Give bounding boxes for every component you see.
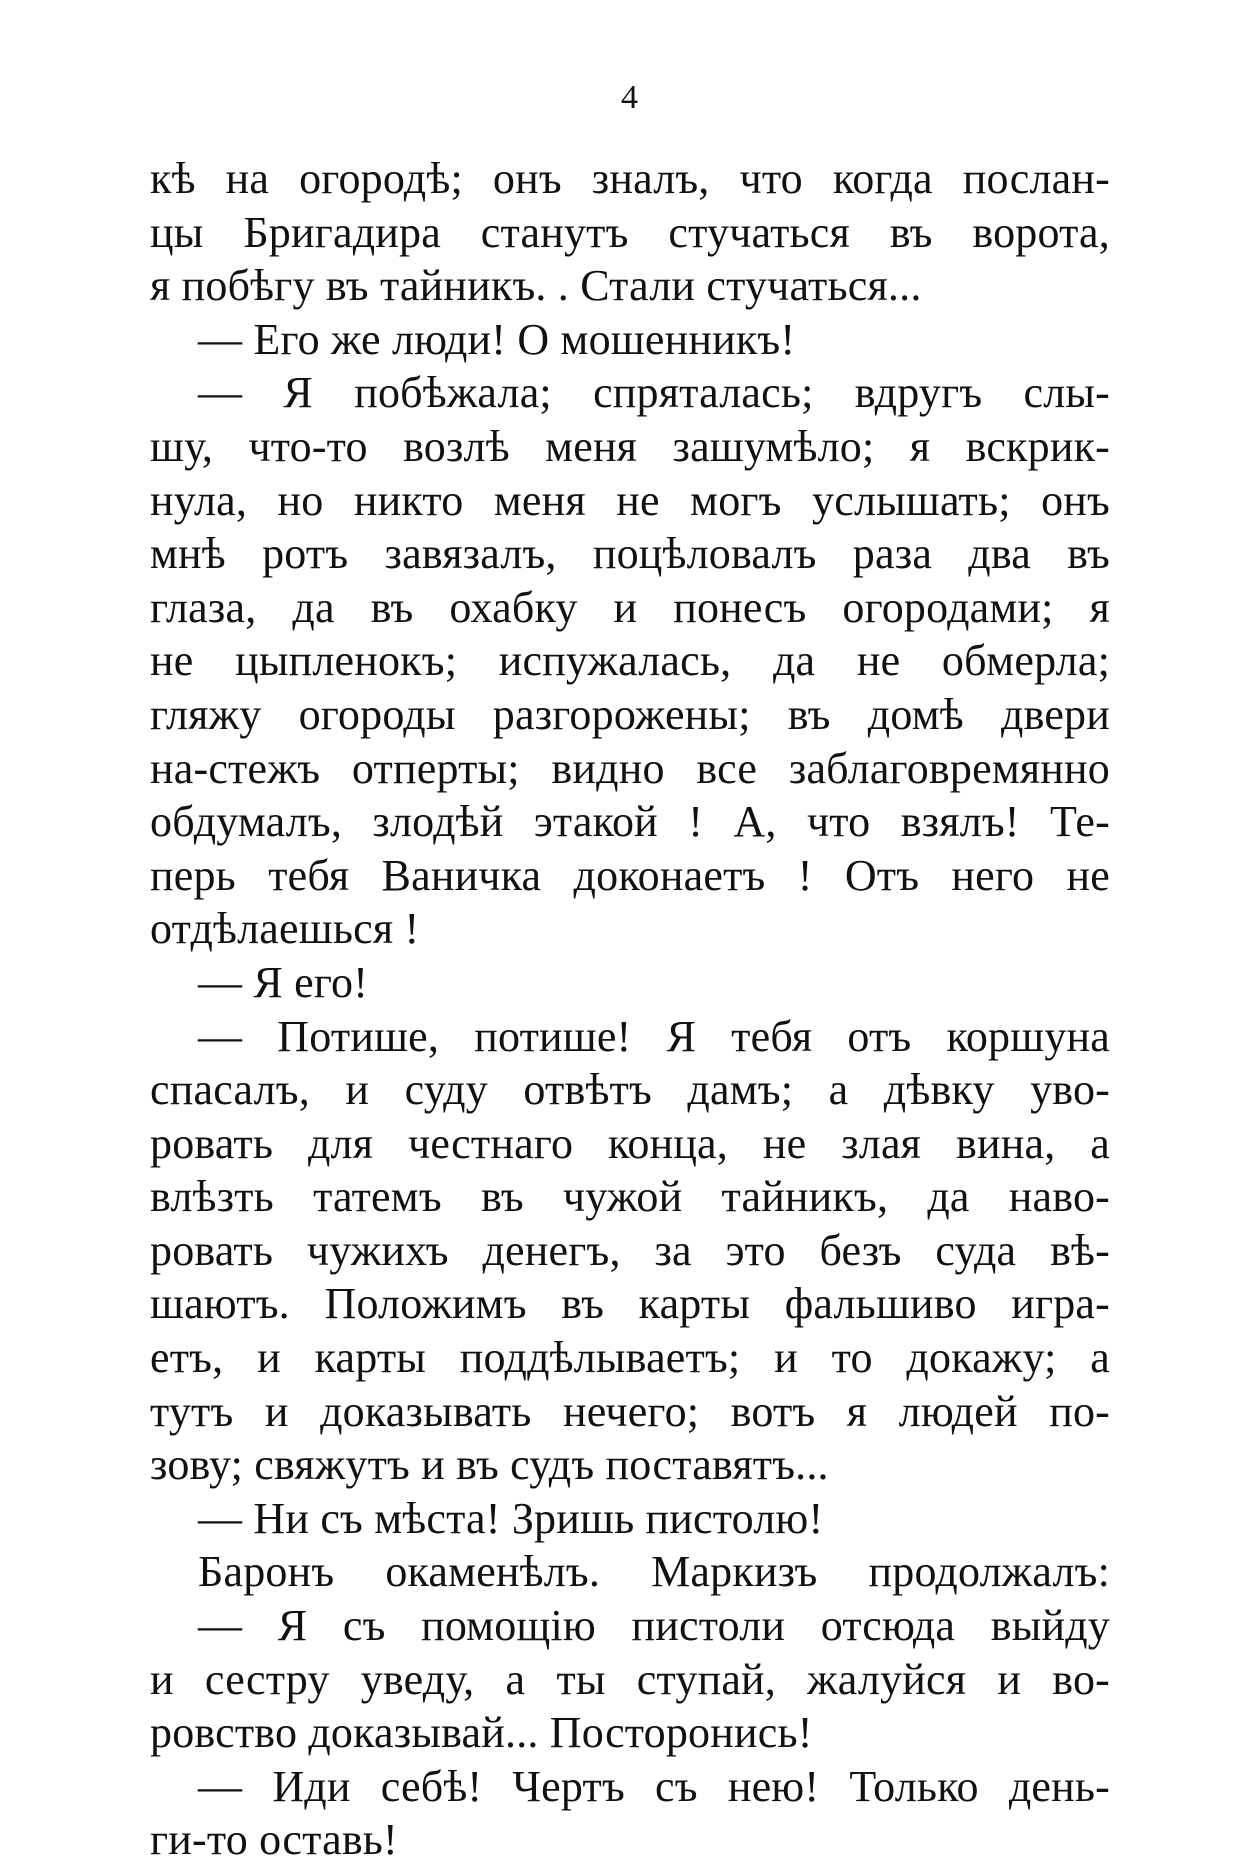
text-line: не цыпленокъ; испужалась, да не обмерла; [150, 636, 1110, 686]
text-line: и сестру уведу, а ты ступай, жалуйся и во- [150, 1654, 1110, 1704]
text-line: — Я побѣжала; спряталась; вдругъ слы- [198, 368, 1110, 418]
text-line: кѣ на огородѣ; онъ зналъ, что когда послан- [150, 154, 1110, 203]
text-line: я побѣгу въ тайникъ. . Стали стучаться... [150, 261, 922, 311]
text-line: глаза, да въ охабку и понесъ огородами; я [150, 582, 1110, 632]
text-line: етъ, и карты поддѣлываетъ; и то докажу; а [150, 1333, 1110, 1383]
text-line: — Иди себѣ! Чертъ съ нею! Только день- [198, 1761, 1110, 1811]
page-text [150, 152, 1110, 1867]
text-line: шу, что-то возлѣ меня зашумѣло; я вскрик- [150, 421, 1110, 471]
text-line: мнѣ ротъ завязалъ, поцѣловалъ раза два въ [150, 529, 1110, 579]
text-line: нула, но никто меня не могъ услышать; онъ [150, 475, 1110, 525]
text-line: зову; свяжутъ и въ судъ поставятъ... [150, 1440, 829, 1490]
text-line: — Я его! [198, 957, 369, 1007]
text-line: Баронъ окаменѣлъ. Маркизъ продолжалъ: [198, 1547, 1110, 1597]
text-line: влѣзть татемъ въ чужой тайникъ, да наво- [150, 1172, 1110, 1222]
text-line: тутъ и доказывать нечего; вотъ я людей по- [150, 1386, 1110, 1436]
text-line: перь тебя Ваничка доконаетъ ! Отъ него не [150, 850, 1110, 900]
text-line: цы Бригадира станутъ стучаться въ ворота, [150, 207, 1110, 257]
text-line: гляжу огороды разгорожены; въ домѣ двери [150, 689, 1110, 739]
page-number: 4 [621, 79, 638, 116]
text-line: — Потише, потише! Я тебя отъ коршуна [198, 1011, 1110, 1061]
text-line: шаютъ. Положимъ въ карты фальшиво игра- [150, 1279, 1110, 1329]
text-line: на-стежъ отперты; видно все заблаговремянно [150, 743, 1110, 793]
text-line: ровать чужихъ денегъ, за это безъ суда вѣ- [150, 1225, 1110, 1275]
text-line: ровать для честнаго конца, не злая вина, а [150, 1118, 1110, 1168]
text-line: — Я съ помощію пистоли отсюда выйду [198, 1601, 1110, 1651]
text-line: спасалъ, и суду отвѣтъ дамъ; а дѣвку уво- [150, 1065, 1110, 1115]
text-line: — Его же люди! О мошенникъ! [198, 314, 796, 364]
text-line: ги-то оставь! [150, 1815, 398, 1865]
text-line: обдумалъ, злодѣй этакой ! А, что взялъ! Те- [150, 797, 1110, 847]
text-line: отдѣлаешься ! [150, 904, 420, 954]
text-line: ровство доказывай... Посторонись! [150, 1708, 813, 1758]
text-line: — Ни съ мѣста! Зришь пистолю! [198, 1493, 824, 1543]
